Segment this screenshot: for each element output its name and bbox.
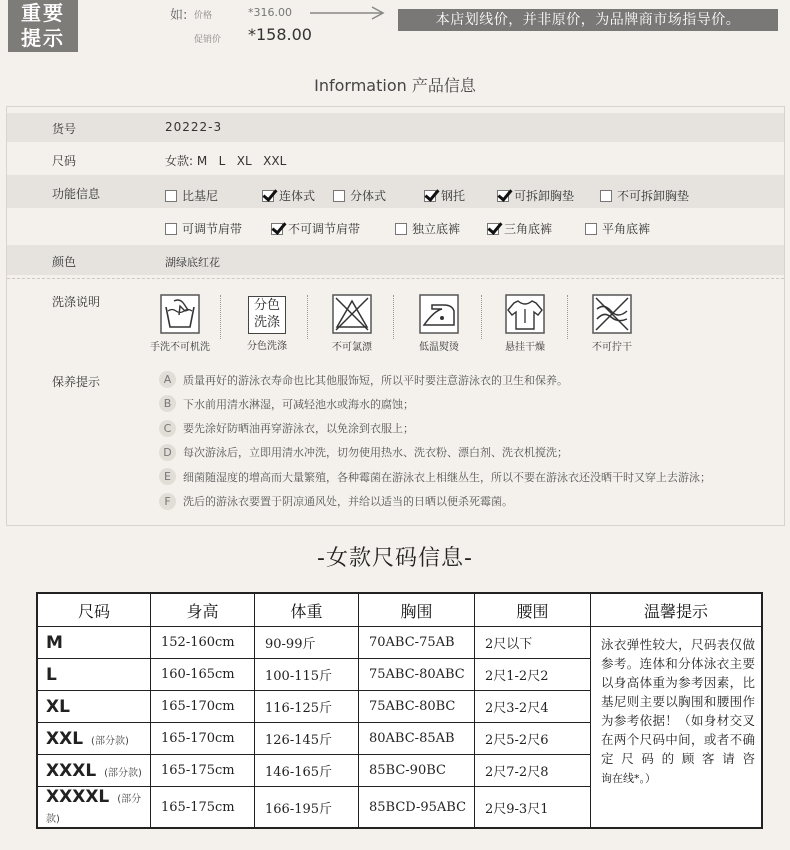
wash-label: 洗涤说明 (52, 295, 101, 309)
size-cell (37, 691, 151, 723)
checked-checkbox-icon[interactable] (497, 190, 509, 202)
column-header: 温馨提示 (591, 593, 763, 627)
care-text: 细菌随湿度的增高而大量繁殖，各种霉菌在游泳衣上相继丛生，所以不要在游泳衣还没晒干时又穿上去游泳； (183, 470, 711, 484)
function-checkbox[interactable] (487, 220, 552, 237)
wash-caption: 低温熨烫 (419, 342, 459, 353)
table-cell-bust: 75ABC-80BC (359, 691, 475, 723)
table-cell-waist: 2尺7-2尺8 (475, 755, 591, 787)
no-wring-icon (591, 293, 633, 335)
function-checkbox-label: 不可拆卸胸垫 (617, 189, 690, 203)
table-cell-height: 165-175cm (151, 787, 255, 829)
care-letter-badge: F (159, 493, 176, 510)
table-cell-bust: 80ABC-85AB (359, 723, 475, 755)
table-header-row (37, 593, 762, 627)
badge-line-2: 提示 (21, 26, 65, 50)
care-text: 要先涂好防晒油再穿游泳衣，以免涂到衣服上； (183, 422, 414, 436)
function-checkbox-label: 连体式 (279, 189, 316, 203)
divider (567, 295, 568, 339)
size-tip-text: 泳衣弹性较大，尺码表仅做参考。连体和分体泳衣主要以身高体重为参考因素，比基尼则主要以胸围和腰围作为参考依据！（如身材交叉在两个尺码中间，或者不确定尺码的顾客请咨 (601, 637, 755, 766)
table-row (37, 627, 762, 659)
care-item (159, 395, 414, 412)
care-letter-badge: B (159, 395, 176, 412)
unchecked-checkbox-icon[interactable] (600, 190, 612, 202)
size-cell (37, 627, 151, 659)
color-label: 颜色 (52, 255, 77, 269)
item-number-value: 20222-3 (165, 120, 223, 134)
care-item (159, 420, 414, 437)
wash-caption: 不可拧干 (592, 342, 632, 353)
separate-wash-icon-text: 分色 (253, 298, 280, 313)
size-note: (部分款) (104, 767, 142, 779)
function-checkbox-label: 比基尼 (182, 189, 219, 203)
example-prefix: 如: (170, 8, 188, 23)
unchecked-checkbox-icon[interactable] (165, 190, 177, 202)
size-chart-table (36, 592, 763, 829)
table-cell-weight: 90-99斤 (255, 627, 359, 659)
table-cell-height: 165-170cm (151, 723, 255, 755)
low-iron-icon (418, 293, 460, 335)
table-cell-weight: 166-195斤 (255, 787, 359, 829)
original-price: *316.00 (248, 6, 292, 19)
divider (481, 295, 482, 339)
checked-checkbox-icon[interactable] (262, 190, 274, 202)
divider (220, 295, 221, 339)
color-value: 湖绿底红花 (165, 256, 220, 269)
checked-checkbox-icon[interactable] (271, 223, 283, 235)
item-number-row (7, 113, 784, 142)
unchecked-checkbox-icon[interactable] (395, 223, 407, 235)
size-cell (37, 723, 151, 755)
divider (7, 278, 784, 279)
no-bleach-icon (331, 293, 373, 335)
separate-wash-icon-text: 洗涤 (253, 315, 280, 330)
unchecked-checkbox-icon[interactable] (585, 223, 597, 235)
care-text: 质量再好的游泳衣寿命也比其他服饰短，所以平时要注意游泳衣的卫生和保养。 (183, 373, 568, 387)
wash-item (572, 293, 652, 353)
info-section-title: Information 产品信息 (314, 76, 476, 95)
size-cell (37, 787, 151, 829)
wash-item (227, 293, 307, 352)
size-chart-body (37, 627, 762, 829)
table-cell-height: 152-160cm (151, 627, 255, 659)
care-item (159, 444, 568, 461)
function-checkbox[interactable] (395, 220, 460, 237)
original-price-label: 价格 (194, 11, 213, 21)
care-label: 保养提示 (52, 375, 101, 389)
function-checkbox-label: 平角底裤 (602, 222, 651, 236)
column-header: 胸围 (359, 593, 475, 627)
table-cell-waist: 2尺5-2尺6 (475, 723, 591, 755)
color-row (7, 245, 784, 275)
function-checkbox[interactable] (497, 187, 574, 204)
unchecked-checkbox-icon[interactable] (165, 223, 177, 235)
function-checkbox[interactable] (165, 220, 242, 237)
care-text: 每次游泳后，立即用清水冲洗，切勿使用热水、洗衣粉、漂白剂、洗衣机搅洗； (183, 446, 568, 460)
function-checkbox-label: 钢托 (441, 189, 466, 203)
table-cell-height: 165-170cm (151, 691, 255, 723)
item-number-label: 货号 (52, 122, 77, 136)
table-cell-bust: 70ABC-75AB (359, 627, 475, 659)
size-label: 尺码 (52, 154, 77, 168)
separate-wash-icon (248, 296, 286, 334)
table-cell-weight: 116-125斤 (255, 691, 359, 723)
unchecked-checkbox-icon[interactable] (333, 190, 345, 202)
table-cell-bust: 85BC-90BC (359, 755, 475, 787)
wash-item (399, 293, 479, 353)
function-checkbox[interactable] (165, 187, 218, 204)
hang-dry-icon (504, 293, 546, 335)
function-checkbox-label: 可调节肩带 (182, 222, 243, 236)
function-checkbox-label: 不可调节肩带 (288, 222, 361, 236)
function-checkbox-label: 可拆卸胸垫 (514, 189, 575, 203)
wash-item (140, 293, 220, 353)
table-cell-waist: 2尺9-3尺1 (475, 787, 591, 829)
table-cell-height: 160-165cm (151, 659, 255, 691)
column-header: 腰围 (475, 593, 591, 627)
size-note: (部分款) (91, 735, 129, 747)
price-notice-banner: 本店划线价，并非原价，为品牌商市场指导价。 (398, 9, 778, 31)
size-name: XL (46, 696, 70, 717)
care-letter-badge: D (159, 444, 176, 461)
size-tip-cell (591, 627, 763, 829)
size-chart-title: -女款尺码信息- (317, 546, 473, 571)
sale-price-label: 促销价 (194, 35, 222, 45)
care-item (159, 493, 513, 510)
table-cell-waist: 2尺以下 (475, 627, 591, 659)
important-notice-badge (8, 0, 78, 52)
arrow-right-icon (310, 5, 385, 21)
size-name: M (46, 632, 63, 653)
badge-line-1: 重要 (21, 1, 65, 25)
table-cell-bust: 75ABC-80ABC (359, 659, 475, 691)
care-item (159, 468, 711, 485)
function-checkbox[interactable] (600, 187, 689, 204)
size-name: XXXXL (46, 787, 110, 807)
column-header: 尺码 (37, 593, 151, 627)
size-cell (37, 659, 151, 691)
table-cell-weight: 126-145斤 (255, 723, 359, 755)
product-info-panel (6, 106, 785, 526)
size-name: XXL (46, 728, 84, 749)
table-cell-bust: 85BCD-95ABC (359, 787, 475, 829)
care-text: 洗后的游泳衣要置于阴凉通风处，并给以适当的日晒以便杀死霉菌。 (183, 495, 513, 508)
function-checkbox[interactable] (333, 187, 386, 204)
size-name: XXXL (46, 760, 97, 781)
wash-caption: 悬挂干燥 (505, 342, 545, 353)
function-checkbox-label: 三角底裤 (504, 222, 553, 236)
care-letter-badge: A (159, 371, 176, 388)
checked-checkbox-icon[interactable] (487, 223, 499, 235)
function-checkbox-label: 独立底裤 (412, 222, 461, 236)
function-checkbox-label: 分体式 (350, 189, 387, 203)
size-note: (部分款) (46, 794, 142, 825)
wash-caption: 分色洗涤 (247, 341, 287, 352)
care-letter-badge: E (159, 468, 176, 485)
function-checkbox[interactable] (262, 187, 315, 204)
hand-wash-icon (159, 293, 201, 335)
wash-caption: 手洗不可机洗 (150, 342, 210, 353)
function-label: 功能信息 (52, 187, 101, 201)
wash-item (485, 293, 565, 353)
size-tip-text-end: 询在线*。） (601, 772, 656, 785)
checked-checkbox-icon[interactable] (424, 190, 436, 202)
column-header: 身高 (151, 593, 255, 627)
table-cell-waist: 2尺1-2尺2 (475, 659, 591, 691)
table-cell-weight: 146-165斤 (255, 755, 359, 787)
care-letter-badge: C (159, 420, 176, 437)
column-header: 体重 (255, 593, 359, 627)
size-name: L (46, 664, 57, 685)
table-cell-weight: 100-115斤 (255, 659, 359, 691)
care-item (159, 371, 568, 388)
function-checkbox[interactable] (271, 220, 360, 237)
sale-price: *158.00 (248, 25, 312, 44)
size-row (7, 142, 784, 175)
care-text: 下水前用清水淋湿，可减轻池水或海水的腐蚀； (183, 397, 414, 411)
divider (393, 295, 394, 339)
function-checkbox[interactable] (585, 220, 650, 237)
divider (307, 295, 308, 339)
size-cell (37, 755, 151, 787)
wash-item (312, 293, 392, 353)
function-checkbox[interactable] (424, 187, 465, 204)
table-cell-waist: 2尺3-2尺4 (475, 691, 591, 723)
size-value: 女款: M L XL XXL (165, 154, 287, 168)
wash-caption: 不可氯漂 (332, 342, 372, 353)
table-cell-height: 165-175cm (151, 755, 255, 787)
